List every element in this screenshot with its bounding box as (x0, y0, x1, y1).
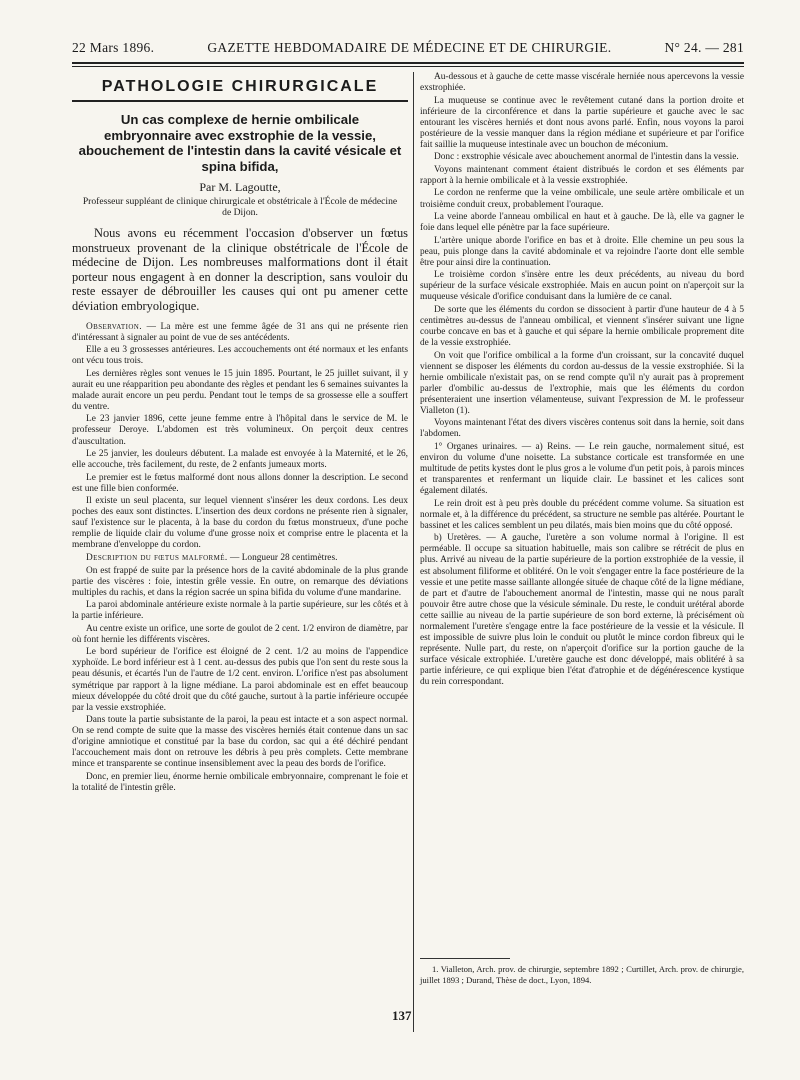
body-paragraph: b) Uretères. — A gauche, l'uretère a son volume normal à l'origine. Il est perméable. Il occupe sa situation habituelle, mais son calibre se rétrécit de plus en plus. Arrivé au niveau de la partie supérieure de la portion exstrophiée de la vessie, il est absolument filiforme et oblitéré. On le voit s'engager entre la face postérieure de la vessie et une petite masse saillante allongée située de chaque côté de la ligne médiane, de part et d'autre de l'abouchement anormal de l'intestin, masse qui ne nous paraît pouvoir être autre chose que la vésicule séminale. Du reste, le conduit urétéral aborde cette saillie au niveau de la partie supérieure de son bord externe, là précisément où normalement l'uretère s'engage entre la face postérieure de la vessie et la vésicule. Il est impossible de suivre plus loin le conduit ou plutôt le mince cordon fibreux qui le représente. Nulle part, du reste, on n'aperçoit d'orifice sur la portion gauche de la surface vésicale extrophiée. L'uretère gauche est donc développé, mais oblitéré à sa partie inférieure, ce qui explique bien l'état d'atrophie et de dégénérescence kystique du rein correspondant. (420, 533, 744, 687)
folio-number: 137 (392, 1008, 412, 1023)
body-paragraph: Le 23 janvier 1896, cette jeune femme entre à l'hôpital dans le service de M. le professeur Deroye. L'abdomen est très volumineux. On perçoit deux centres d'auscultation. (72, 414, 408, 447)
body-paragraph: Il existe un seul placenta, sur lequel viennent s'insérer les deux cordons. Les deux poches des eaux sont distinctes. L'insertion des deux cordons ne présente rien à signaler, sauf l'existence sur le placenta, à la base du cordon du fœtus monstrueux, d'une poche remplie de liquide clair du volume d'une grosse noix et comprise entre le placenta et la membrane d'enveloppe du cordon. (72, 496, 408, 551)
body-paragraph: Voyons maintenant l'état des divers viscères contenus soit dans la hernie, soit dans l'abdomen. (420, 418, 744, 440)
description-paragraph (72, 553, 408, 564)
author-affiliation: Professeur suppléant de clinique chirurgicale et obstétricale à l'École de médecine de Dijon. (82, 196, 398, 218)
intro-paragraph: Nous avons eu récemment l'occasion d'observer un fœtus monstrueux provenant de la clinique obstétricale de l'École de médecine de Dijon. Les nombreuses malformations dont il était porteur nous engagent à en donner la description, sans vouloir du reste essayer de débrouiller les causes qui ont pu amener cette déviation embryologique. (72, 226, 408, 313)
body-paragraph: Le rein droit est à peu près double du précédent comme volume. Sa situation est normale et, à la différence du précédent, sa structure ne semble pas altérée. Pourtant le bassinet et les calices semblent un peu dilatés, mais bien moins que du côté opposé. (420, 498, 744, 531)
body-paragraph: Au-dessous et à gauche de cette masse viscérale herniée nous apercevons la vessie exstrophiée. (420, 72, 744, 94)
body-paragraph: La paroi abdominale antérieure existe normale à la partie supérieure, sur les côtés et à la partie inférieure. (72, 600, 408, 622)
body-paragraph: 1° Organes urinaires. — a) Reins. — Le rein gauche, normalement situé, est environ du volume d'une noisette. La substance corticale est transformée en une multitude de petits kystes dont le plus gros a le volume d'un petit pois, à parois minces et transparentes et renfermant un liquide clair. Le bassinet et les calices sont également dilatés. (420, 442, 744, 497)
footnote: 1. Vialleton, Arch. prov. de chirurgie, septembre 1892 ; Curtillet, Arch. prov. de chirurgie, juillet 1893 ; Durand, Thèse de doct., Lyon, 1894. (420, 964, 744, 985)
body-paragraph: La veine aborde l'anneau ombilical en haut et à gauche. De là, elle va gagner le foie dans lequel elle pénètre par la face supérieure. (420, 212, 744, 234)
body-paragraph: On voit que l'orifice ombilical a la forme d'un croissant, sur la concavité duquel viennent se disposer les éléments du cordon au-dessus de la vessie exstrophiée. Si la hernie ombilicale n'existait pas, on se rend compte qu'il n'y aurait pas à proprement parler d'ombilic au-dessus de l'extrophie, mais que les éléments du cordon présenteraient une insertion vélamenteuse, suivant l'expression de M. le professeur Vialleton (1). (420, 350, 744, 416)
body-paragraph: Elle a eu 3 grossesses antérieures. Les accouchements ont été normaux et les enfants ont vécu tous trois. (72, 345, 408, 367)
body-paragraph: Donc, en premier lieu, énorme hernie ombilicale embryonnaire, comprenant le foie et la totalité de l'intestin grêle. (72, 771, 408, 793)
article-intro (72, 226, 408, 314)
article-title: Un cas complexe de hernie ombilicale embryonnaire avec exstrophie de la vessie, abouchement de l'intestin dans la cavité vésicale et spina bifida, (78, 112, 402, 174)
body-paragraph: Dans toute la partie subsistante de la paroi, la peau est intacte et a son aspect normal. On se rend compte de suite que la masse des viscères herniés était contenue dans un sac d'origine amniotique et constitué par la base du cordon, sac qui a été déchiré pendant l'accouchement mais dont on retrouve les débris à peu près complets. Cette membrane mince et transparente se continue insensiblement avec la peau des bords de l'orifice. (72, 715, 408, 770)
header-date: 22 Mars 1896. (72, 40, 155, 55)
description-lead: Description du fœtus malformé. (86, 553, 228, 563)
body-paragraph: Le premier est le fœtus malformé dont nous allons donner la description. Le second est une fille bien conformée. (72, 472, 408, 494)
description-text: — Longueur 28 centimètres. (227, 553, 338, 563)
column-divider (413, 72, 414, 1032)
author-byline: Par M. Lagoutte, (199, 180, 281, 194)
left-body (72, 322, 408, 794)
body-paragraph: Donc : exstrophie vésicale avec abouchement anormal de l'intestin dans la vessie. (434, 152, 739, 163)
header-rule-thin (72, 66, 744, 67)
header-journal-title: GAZETTE HEBDOMADAIRE DE MÉDECINE ET DE CHIRURGIE. (207, 40, 612, 55)
body-paragraph: Voyons maintenant comment étaient distribués le cordon et ses éléments par rapport à la hernie ombilicale et à la vessie exstrophiée. (420, 164, 744, 186)
body-paragraph: On est frappé de suite par la présence hors de la cavité abdominale de la plus grande partie des viscères : foie, intestin grêle vessie. En outre, on remarque des déviations multiples du rachis, et dans la région sacrée un spina bifida du volume d'une mandarine. (72, 565, 408, 598)
footnote-rule (420, 958, 510, 959)
header-rule-thick (72, 62, 744, 64)
header-issue-page: N° 24. — 281 (664, 40, 744, 55)
right-column (420, 72, 744, 952)
running-head (72, 40, 744, 56)
body-paragraph: Le troisième cordon s'insère entre les deux précédents, au niveau du bord supérieur de la surface vésicale exstrophiée. Mais en aucun point on n'aperçoit sur la muqueuse vésicale d'orifice conduisant dans la lumière de ce canal. (420, 270, 744, 303)
body-paragraph: De sorte que les éléments du cordon se dissocient à partir d'une hauteur de 4 à 5 centimètres au-dessus de l'anneau ombilical, et viennent s'insérer suivant une ligne courbe concave en bas et à gauche et qui sépare la hernie ombilicale proprement dite de la vessie exstrophiée. (420, 304, 744, 349)
body-paragraph: Les dernières règles sont venues le 15 juin 1895. Pourtant, le 25 juillet suivant, il y aurait eu une réapparition peu abondante des règles et pendant les 6 semaines suivantes la malade aurait encore un peu perdu. Pendant tout le temps de sa grossesse elle a souffert du ventre. (72, 368, 408, 412)
body-paragraph: Le 25 janvier, les douleurs débutent. La malade est envoyée à la Maternité, et le 26, elle accouche, très facilement, du reste, de 2 enfants jumeaux morts. (72, 449, 408, 471)
body-paragraph: Le cordon ne renferme que la veine ombilicale, une seule artère ombilicale et un troisième conduit creux, probablement l'ouraque. (420, 188, 744, 210)
body-paragraph: Le bord supérieur de l'orifice est éloigné de 2 cent. 1/2 au moins de l'appendice xyphoïde. Le bord inférieur est à 1 cent. au-dessus des pubis que l'on sent du reste sous la peau désunis, et écartés l'un de l'autre de 1/2 cent. environ. L'orifice n'est pas absolument symétrique par rapport à la ligne médiane. La paroi abdominale est en effet beaucoup mieux développée du côté droit que du côté gauche, surtout à la partie inférieure occupée par la vessie exstrophiée. (72, 647, 408, 713)
body-paragraph: L'artère unique aborde l'orifice en bas et à droite. Elle chemine un peu sous la peau, puis plonge dans la cavité abdominale et va rejoindre l'aorte dont elle semble être pour ainsi dire la continuation. (420, 235, 744, 268)
observation-paragraph (72, 322, 408, 344)
body-paragraph: La muqueuse se continue avec le revêtement cutané dans la portion droite et inférieure de la circonférence et dans la partie supérieure et gauche avec le sac entourant les viscères herniés et dont nous avons parlé. Enfin, nous voyons la paroi postérieure de la vessie manquer dans la région médiane et supérieure et par l'orifice fait saillie la muqueuse intestinale avec un bouchon de méconium. (420, 95, 744, 150)
observation-lead: Observation. (86, 321, 142, 332)
section-title: PATHOLOGIE CHIRURGICALE (72, 78, 408, 102)
left-column (72, 72, 408, 1032)
observation-text: — La mère est une femme âgée de 31 ans qui ne présente rien d'intéressant à signaler au point de vue de ses antécédents. (72, 321, 408, 343)
body-paragraph: Au centre existe un orifice, une sorte de goulot de 2 cent. 1/2 environ de diamètre, par où font hernie les différents viscères. (72, 623, 408, 645)
